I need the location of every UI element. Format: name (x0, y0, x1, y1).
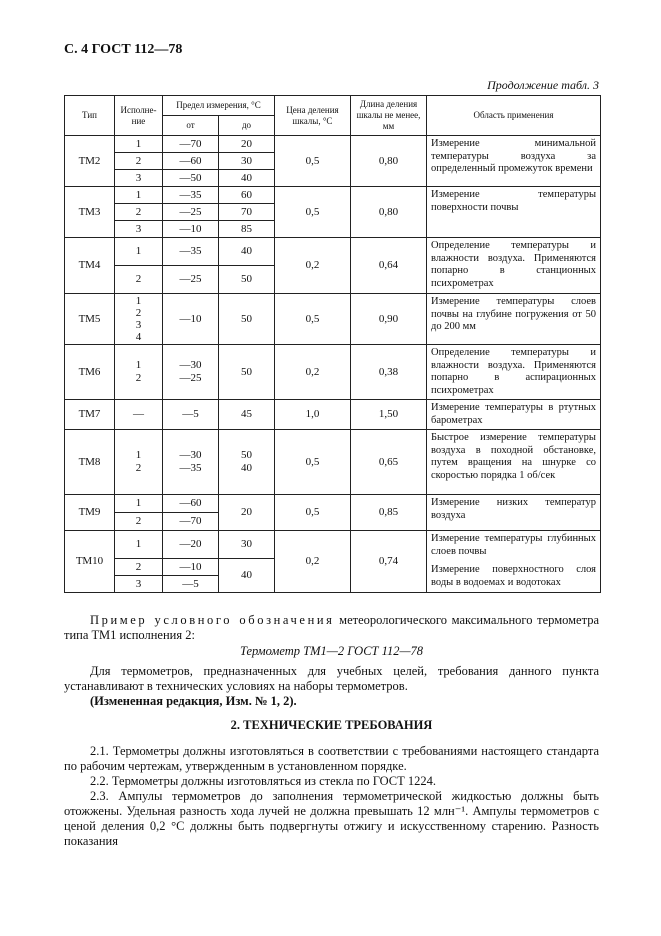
cell-variant: 2 (115, 204, 163, 221)
cell-to: 30 (219, 531, 275, 559)
paragraph-2-3: 2.3. Ампулы термометров до заполнения термометрической жидкостью должны быть отожжены. Удельная разность хода лучей не должна превышать 12 млн⁻¹. Ампулы термометров с ценой деления 0,2 °С должны быть подвергнуты отжигу и искусственному старению. Разность показания (64, 789, 599, 848)
cell-from: —50 (163, 170, 219, 187)
cell-length: 0,65 (351, 430, 427, 495)
cell-variant: 1 2 (115, 345, 163, 400)
page-header: С. 4 ГОСТ 112—78 (64, 42, 183, 57)
cell-length: 1,50 (351, 400, 427, 430)
cell-type: ТМ5 (65, 294, 115, 345)
cell-to: 30 (219, 153, 275, 170)
cell-area: Определение температуры и влажности воздуха. Применяются попарно в аспирационных психрометрах (427, 345, 601, 400)
cell-division: 0,5 (275, 187, 351, 238)
cell-to: 40 (219, 170, 275, 187)
cell-from: —10 (163, 559, 219, 576)
cell-variant: 3 (115, 576, 163, 593)
cell-type: ТМ2 (65, 136, 115, 187)
header-to: до (219, 116, 275, 136)
cell-length: 0,80 (351, 187, 427, 238)
cell-division: 0,5 (275, 495, 351, 531)
cell-from: —25 (163, 204, 219, 221)
cell-from: —10 (163, 221, 219, 238)
area-text-1: Измерение температуры глубинных слоев почвы (431, 533, 596, 557)
cell-type: ТМ8 (65, 430, 115, 495)
designation-example: Термометр ТМ1—2 ГОСТ 112—78 (239, 644, 424, 658)
cell-division: 0,5 (275, 136, 351, 187)
cell-from: —60 (163, 153, 219, 170)
cell-from: —60 (163, 495, 219, 513)
cell-area: Измерение низких температур воздуха (427, 495, 601, 531)
cell-division: 0,5 (275, 294, 351, 345)
example-text: метеорологического максимального термометра типа ТМ1 исполнения 2: (64, 613, 599, 642)
cell-from: —5 (163, 400, 219, 430)
cell-to: 50 (219, 266, 275, 294)
cell-variant: 2 (115, 266, 163, 294)
cell-to: 85 (219, 221, 275, 238)
cell-from: —5 (163, 576, 219, 593)
example-paragraph (64, 613, 599, 643)
cell-length: 0,85 (351, 495, 427, 531)
cell-area: Измерение температуры слоев почвы на глубине погружения от 50 до 200 мм (427, 294, 601, 345)
cell-from: —30 —25 (163, 345, 219, 400)
header-variant: Исполне-ние (115, 96, 163, 136)
cell-from: —70 (163, 513, 219, 531)
section-title: 2. ТЕХНИЧЕСКИЕ ТРЕБОВАНИЯ (230, 718, 433, 732)
table-caption: Продолжение табл. 3 (487, 78, 599, 92)
cell-division: 0,2 (275, 531, 351, 593)
cell-division: 1,0 (275, 400, 351, 430)
cell-area: Измерение минимальной температуры воздуха за определенный промежуток времени (427, 136, 601, 187)
amended-note: (Измененная редакция, Изм. № 1, 2). (90, 694, 297, 708)
cell-from: —20 (163, 531, 219, 559)
header-range: Предел измерения, °С (163, 96, 275, 116)
cell-length: 0,80 (351, 136, 427, 187)
cell-to: 20 (219, 136, 275, 153)
example-label: Пример условного обозначения (90, 613, 335, 627)
cell-to: 40 (219, 559, 275, 593)
cell-variant: 2 (115, 513, 163, 531)
cell-variant: 2 (115, 153, 163, 170)
cell-area: Измерение температуры поверхности почвы (427, 187, 601, 238)
cell-variant: 1 2 (115, 430, 163, 495)
cell-area: Быстрое измерение температуры воздуха в походной обстановке, путем вращения на шнурке со скоростью порядка 1 об/сек (427, 430, 601, 495)
cell-area (427, 531, 601, 593)
cell-variant: 2 (115, 559, 163, 576)
cell-type: ТМ3 (65, 187, 115, 238)
cell-from: —10 (163, 294, 219, 345)
cell-to: 40 (219, 238, 275, 266)
cell-to: 70 (219, 204, 275, 221)
cell-length: 0,38 (351, 345, 427, 400)
cell-variant: 1 (115, 238, 163, 266)
header-division: Цена деления шкалы, °С (275, 96, 351, 136)
cell-type: ТМ6 (65, 345, 115, 400)
cell-variant: 1 (115, 531, 163, 559)
cell-variant: 1 2 3 4 (115, 294, 163, 345)
cell-length: 0,74 (351, 531, 427, 593)
cell-to: 50 (219, 294, 275, 345)
cell-to: 20 (219, 495, 275, 531)
cell-division: 0,5 (275, 430, 351, 495)
cell-type: ТМ4 (65, 238, 115, 294)
cell-type: ТМ10 (65, 531, 115, 593)
cell-from: —70 (163, 136, 219, 153)
cell-type: ТМ7 (65, 400, 115, 430)
header-type: Тип (65, 96, 115, 136)
cell-division: 0,2 (275, 238, 351, 294)
cell-to: 50 (219, 345, 275, 400)
cell-from: —35 (163, 187, 219, 204)
thermometer-table (64, 95, 601, 593)
cell-division: 0,2 (275, 345, 351, 400)
header-from: от (163, 116, 219, 136)
training-paragraph: Для термометров, предназначенных для учебных целей, требования данного пункта устанавливают в технических условиях на наборы термометров. (64, 664, 599, 693)
cell-length: 0,64 (351, 238, 427, 294)
paragraph-2-2: 2.2. Термометры должны изготовляться из стекла по ГОСТ 1224. (90, 774, 437, 788)
cell-from: —25 (163, 266, 219, 294)
cell-area: Измерение температуры в ртутных барометрах (427, 400, 601, 430)
cell-area: Определение температуры и влажности воздуха. Применяются попарно в станционных психрометрах (427, 238, 601, 294)
cell-from: —35 (163, 238, 219, 266)
area-text-2: Измерение поверхностного слоя воды в водоемах и водотоках (431, 564, 596, 588)
cell-to: 50 40 (219, 430, 275, 495)
cell-length: 0,90 (351, 294, 427, 345)
cell-to: 45 (219, 400, 275, 430)
cell-to: 60 (219, 187, 275, 204)
cell-variant: 1 (115, 136, 163, 153)
cell-variant: 3 (115, 221, 163, 238)
header-area: Область применения (427, 96, 601, 136)
header-length: Длина деления шкалы не менее, мм (351, 96, 427, 136)
cell-type: ТМ9 (65, 495, 115, 531)
paragraph-2-1: 2.1. Термометры должны изготовляться в соответствии с требованиями настоящего стандарта по рабочим чертежам, утвержденным в установленном порядке. (64, 744, 599, 773)
cell-variant: 3 (115, 170, 163, 187)
cell-variant: 1 (115, 187, 163, 204)
cell-from: —30 —35 (163, 430, 219, 495)
cell-variant: — (115, 400, 163, 430)
cell-variant: 1 (115, 495, 163, 513)
